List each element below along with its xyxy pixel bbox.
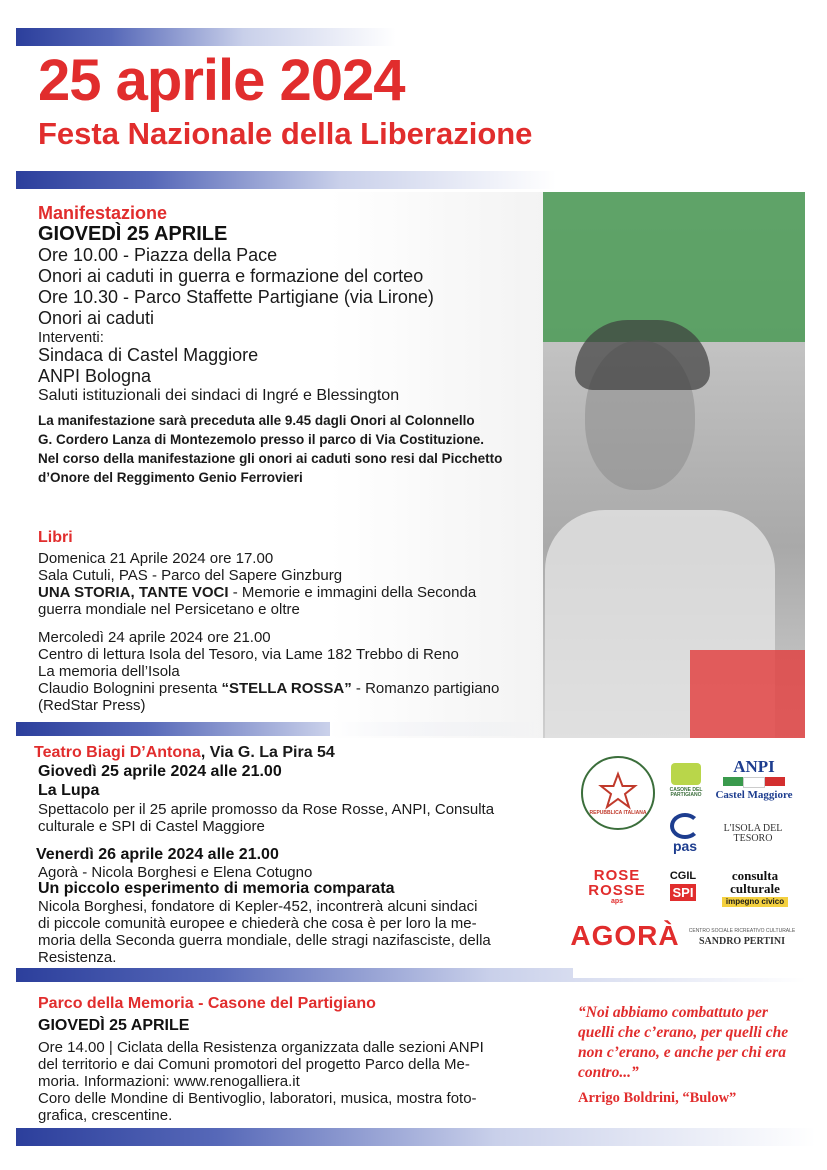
teatro-event2-desc: Resistenza. xyxy=(38,949,117,966)
parco-line: moria. Informazioni: www.renogalliera.it xyxy=(38,1073,300,1090)
parco-day: GIOVEDÌ 25 APRILE xyxy=(38,1017,190,1034)
teatro-event2-date: Venerdì 26 aprile 2024 alle 21.00 xyxy=(36,846,279,863)
presenter-suffix: - Romanzo partigiano xyxy=(351,680,500,697)
reggimento-name: Reggimento Genio Ferrovieri xyxy=(116,470,303,485)
agora-logo xyxy=(570,916,680,956)
pas-label: pas xyxy=(672,838,698,854)
isola-logo xyxy=(718,816,788,852)
saluti-line: Saluti istituzionali dei sindaci di Ingré e Blessington xyxy=(38,387,400,404)
libri-event1-title-rest: - Memorie e immagini della Seconda xyxy=(228,584,477,601)
bottom-band xyxy=(16,1128,816,1146)
pas-logo xyxy=(665,812,705,854)
interventi-item: Sindaca di Castel Maggiore xyxy=(38,345,259,365)
repubblica-label: REPUBBLICA ITALIANA xyxy=(589,809,647,816)
teatro-event2-cast: Agorà - Nicola Borghesi e Elena Cotugno xyxy=(38,864,313,881)
manifestazione-note: Nel corso della manifestazione gli onori ai caduti sono resi dal Picchetto xyxy=(38,451,503,466)
anpi-label: ANPI xyxy=(733,756,775,776)
anpi-flag-icon xyxy=(723,777,785,788)
parco-heading: Parco della Memoria - Casone del Partigiano xyxy=(38,995,376,1012)
pertini-top: CENTRO SOCIALE RICREATIVO CULTURALE xyxy=(688,928,796,934)
interventi-item: ANPI Bologna xyxy=(38,366,152,386)
libri-event1-date: Domenica 21 Aprile 2024 ore 17.00 xyxy=(38,550,274,567)
teatro-event1-desc: culturale e SPI di Castel Maggiore xyxy=(38,818,265,835)
teatro-event1-date: Giovedì 25 aprile 2024 alle 21.00 xyxy=(38,763,282,780)
consulta-logo xyxy=(710,866,800,910)
manifestazione-line: Onori ai caduti in guerra e formazione del corteo xyxy=(38,266,424,286)
teatro-venue-name: Teatro Biagi D’Antona xyxy=(34,744,201,761)
anpi-logo xyxy=(713,756,795,802)
spi-label: SPI xyxy=(670,884,697,901)
page-subtitle: Festa Nazionale della Liberazione xyxy=(38,116,533,151)
libri-event1-title xyxy=(38,585,476,600)
manifestazione-note: G. Cordero Lanza di Montezemolo presso il parco di Via Costituzione. xyxy=(38,432,485,447)
teatro-event2-desc: di piccole comunità europee e chiederà che cosa è per loro la me- xyxy=(38,915,477,932)
libri-event2-publisher: (RedStar Press) xyxy=(38,697,146,714)
libri-event2-presenter xyxy=(38,681,499,696)
parco-line: Ore 14.00 | Ciclata della Resistenza organizzata dalle sezioni ANPI xyxy=(38,1039,484,1056)
manifestazione-line: Onori ai caduti xyxy=(38,308,155,328)
isola-label: L'ISOLA DEL TESORO xyxy=(723,823,783,844)
parco-line: Coro delle Mondine di Bentivoglio, laboratori, musica, mostra foto- xyxy=(38,1090,477,1107)
quote-text: “Noi abbiamo combattuto per quelli che c’erano, per quelli che non c’erano, e anche per chi era contro...” xyxy=(578,1004,789,1081)
rose-sub: aps xyxy=(610,897,624,905)
teatro-event2-title: Un piccolo esperimento di memoria comparata xyxy=(38,880,395,897)
manifestazione-day: GIOVEDÌ 25 APRILE xyxy=(38,223,228,245)
flag-green-stripe xyxy=(543,192,805,342)
parco-line: del territorio e dai Comuni promotori del progetto Parco della Me- xyxy=(38,1056,470,1073)
pertini-label: SANDRO PERTINI xyxy=(698,936,786,947)
note-prefix: d’Onore del xyxy=(38,470,117,485)
consulta-label: consulta culturale xyxy=(730,868,780,896)
portrait-hair xyxy=(575,320,710,390)
manifestazione-heading: Manifestazione xyxy=(38,203,168,223)
teatro-venue xyxy=(34,745,335,761)
teatro-event2-desc: moria della Seconda guerra mondiale, delle stragi nazifasciste, della xyxy=(38,932,491,949)
quote-author: Arrigo Boldrini, “Bulow” xyxy=(578,1090,737,1106)
parco-line: grafica, crescentine. xyxy=(38,1107,173,1124)
teatro-event1-title: La Lupa xyxy=(38,782,100,799)
libri-event1-title-bold: UNA STORIA, TANTE VOCI xyxy=(38,584,229,601)
libri-event1-line2: guerra mondiale nel Persicetano e oltre xyxy=(38,601,300,618)
manifestazione-note: La manifestazione sarà preceduta alle 9.45 dagli Onori al Colonnello xyxy=(38,413,475,428)
libri-event2-place: Centro di lettura Isola del Tesoro, via Lame 182 Trebbo di Reno xyxy=(38,646,459,663)
anpi-sub: Castel Maggiore xyxy=(715,788,793,801)
cgil-spi-logo xyxy=(666,864,700,908)
flag-red-stripe xyxy=(690,650,805,738)
libri-event2-series: La memoria dell’Isola xyxy=(38,663,180,680)
manifestazione-line: Ore 10.30 - Parco Staffette Partigiane (via Lirone) xyxy=(38,287,434,307)
consulta-sub: impegno civico xyxy=(722,897,788,907)
pertini-logo xyxy=(681,918,803,958)
manifestazione-line: Ore 10.00 - Piazza della Pace xyxy=(38,245,278,265)
libri-event1-place: Sala Cutuli, PAS - Parco del Sapere Ginzburg xyxy=(38,567,343,584)
presenter-prefix: Claudio Bolognini presenta xyxy=(38,680,222,697)
teatro-event2-desc: Nicola Borghesi, fondatore di Kepler-452, incontrerà alcuni sindaci xyxy=(38,898,478,915)
libri-event2-date: Mercoledì 24 aprile 2024 ore 21.00 xyxy=(38,629,271,646)
casone-label: CASONE DEL PARTIGIANO xyxy=(669,786,703,798)
rose-rosse-logo xyxy=(579,866,655,906)
rose-label: ROSE ROSSE xyxy=(588,866,646,899)
casone-mark-icon xyxy=(671,763,701,785)
page-title: 25 aprile 2024 xyxy=(38,48,405,113)
teatro-venue-address: , Via G. La Pira 54 xyxy=(200,744,335,761)
star-icon xyxy=(598,771,638,811)
casone-logo xyxy=(665,756,707,804)
book-title: “STELLA ROSSA” xyxy=(221,680,352,697)
cgil-label: CGIL xyxy=(669,870,697,882)
agora-label: AGORÀ xyxy=(570,920,680,951)
sponsor-logos xyxy=(570,748,809,978)
repubblica-emblem xyxy=(581,756,655,830)
pas-swirl-icon xyxy=(670,813,700,839)
header-band xyxy=(16,171,556,189)
interventi-label: Interventi: xyxy=(38,329,104,346)
teatro-event1-desc: Spettacolo per il 25 aprile promosso da Rose Rosse, ANPI, Consulta xyxy=(38,801,495,818)
libri-heading: Libri xyxy=(38,529,73,546)
manifestazione-note-last xyxy=(38,471,303,485)
top-band xyxy=(16,28,396,46)
